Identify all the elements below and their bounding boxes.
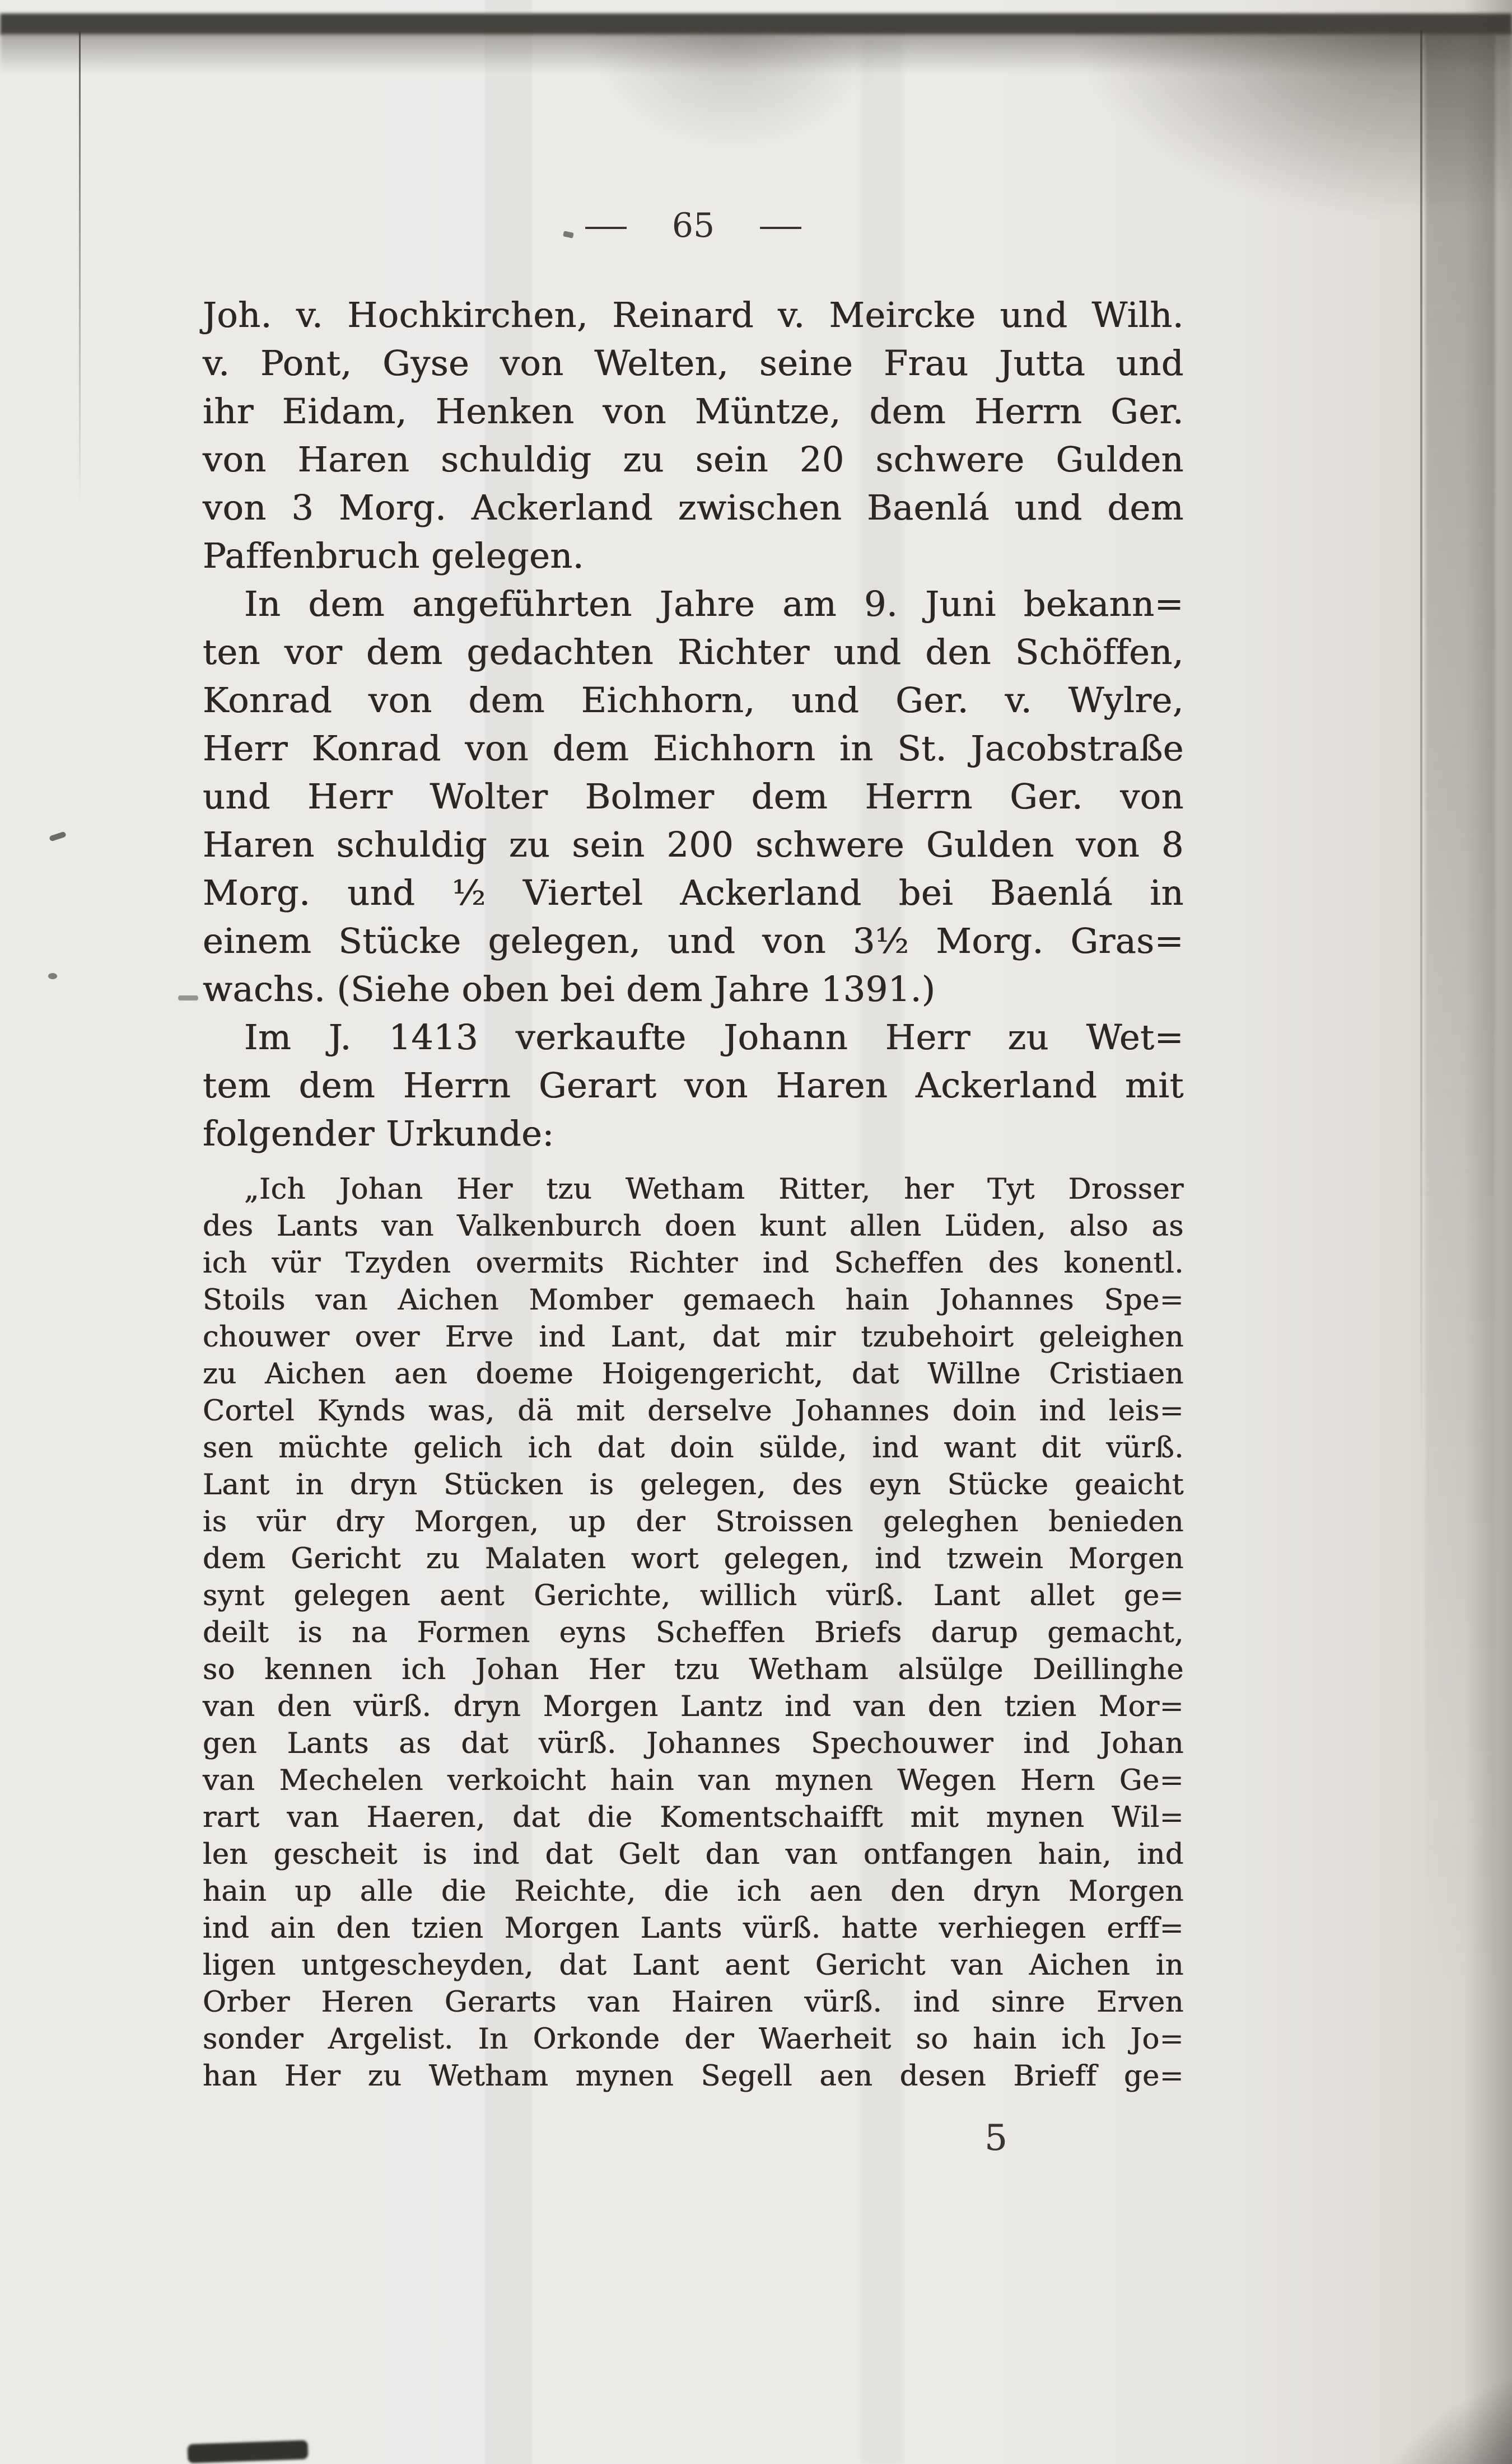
text-line: Morg. und ½ Viertel Ackerland bei Baenlá in [203,872,1184,913]
text-line: van den vürß. dryn Morgen Lantz ind van den tzien Mor= [203,1690,1184,1723]
text-line: von Haren schuldig zu sein 20 schwere Gulden [203,439,1184,480]
text-line: Konrad von dem Eichhorn, und Ger. v. Wylre, [203,680,1184,721]
text-line: und Herr Wolter Bolmer dem Herrn Ger. von [203,776,1184,817]
text-line: Paffenbruch gelegen. [203,535,584,576]
text-line: synt gelegen aent Gerichte, willich vürß. Lant allet ge= [203,1579,1184,1612]
text-line: tem dem Herrn Gerart von Haren Ackerland mit [203,1065,1184,1106]
text-line: ihr Eidam, Henken von Müntze, dem Herrn Ger. [203,391,1184,432]
text-line: van Mechelen verkoicht hain van mynen Wegen Hern Ge= [203,1764,1184,1797]
scan-right-gutter-shadow [1425,30,1495,1990]
scan-top-edge-band [0,13,1512,35]
text-line: hain up alle die Reichte, die ich aen den dryn Morgen [203,1875,1184,1908]
ink-speck [49,831,67,842]
text-line: chouwer over Erve ind Lant, dat mir tzubehoirt geleighen [203,1321,1184,1354]
scan-bottom-right-corner-shadow [1338,2351,1512,2464]
text-line: einem Stücke gelegen, und von 3½ Morg. Gras= [203,920,1184,961]
header-left-dash: — [583,206,629,245]
text-line: des Lants van Valkenburch doen kunt allen Lüden, also as [203,1210,1184,1243]
text-line: Herr Konrad von dem Eichhorn in St. Jacobstraße [203,728,1184,769]
page-header [203,206,1184,245]
text-line: Stoils van Aichen Momber gemaech hain Johannes Spe= [203,1284,1184,1317]
text-line: Haren schuldig zu sein 200 schwere Gulden von 8 [203,824,1184,865]
scan-top-edge-fade [0,32,1512,74]
text-line: rart van Haeren, dat die Komentschaifft mit mynen Wil= [203,1801,1184,1834]
text-line: Cortel Kynds was, dä mit derselve Johannes doin ind leis= [203,1395,1184,1428]
page-number: 65 [671,206,715,245]
scan-left-rule-line [79,31,81,507]
text-line: ten vor dem gedachten Richter und den Schöffen, [203,632,1184,672]
text-line: gen Lants as dat vürß. Johannes Spechouwer ind Johan [203,1727,1184,1760]
text-line: ind ain den tzien Morgen Lants vürß. hatte verhiegen erff= [203,1912,1184,1945]
text-line: von 3 Morg. Ackerland zwischen Baenlá und dem [203,487,1184,528]
text-column [203,291,1184,2095]
paragraph [203,291,1184,580]
text-line: sonder Argelist. In Orkonde der Waerheit so hain ich Jo= [203,2023,1184,2056]
signature-mark: 5 [984,2117,1007,2159]
scan-top-mid-stain [582,31,885,155]
text-line: Im J. 1413 verkaufte Johann Herr zu Wet= [244,1017,1184,1058]
text-line: In dem angeführten Jahre am 9. Juni bekann= [244,583,1184,624]
text-line: wachs. (Siehe oben bei dem Jahre 1391.) [203,969,936,1009]
scan-right-gutter-line [1420,30,1422,1486]
paragraph [203,580,1184,1013]
text-line: Lant in dryn Stücken is gelegen, des eyn Stücke geaicht [203,1469,1184,1502]
text-line: len gescheit is ind dat Gelt dan van ontfangen hain, ind [203,1838,1184,1871]
header-right-dash: — [758,206,804,245]
ink-speck [178,995,198,1000]
scan-bottom-left-ink-smudge [187,2440,308,2463]
text-line: Orber Heren Gerarts van Hairen vürß. ind sinre Erven [203,1986,1184,2019]
text-line: so kennen ich Johan Her tzu Wetham alsülge Deillinghe [203,1653,1184,1686]
scan-right-edge-shadow [1464,0,1512,2464]
scan-top-right-stain [1064,29,1512,225]
paragraph [203,1171,1184,2095]
text-line: zu Aichen aen doeme Hoigengericht, dat Willne Cristiaen [203,1358,1184,1391]
text-line: v. Pont, Gyse von Welten, seine Frau Jutta und [203,343,1184,384]
text-line: ich vür Tzyden overmits Richter ind Scheffen des konentl. [203,1247,1184,1280]
text-line: sen müchte gelich ich dat doin sülde, ind want dit vürß. [203,1432,1184,1465]
text-line: is vür dry Morgen, up der Stroissen geleghen benieden [203,1505,1184,1539]
ink-speck [48,973,57,979]
text-line: folgender Urkunde: [203,1113,554,1154]
text-line: han Her zu Wetham mynen Segell aen desen Brieff ge= [203,2060,1184,2093]
text-line: Joh. v. Hochkirchen, Reinard v. Meircke und Wilh. [203,294,1184,335]
text-line: ligen untgescheyden, dat Lant aent Gericht van Aichen in [203,1949,1184,1982]
text-line: dem Gericht zu Malaten wort gelegen, ind tzwein Morgen [203,1542,1184,1575]
text-line: deilt is na Formen eyns Scheffen Briefs darup gemacht, [203,1616,1184,1649]
text-line: „Ich Johan Her tzu Wetham Ritter, her Tyt Drosser [244,1173,1184,1206]
paragraph [203,1013,1184,1158]
